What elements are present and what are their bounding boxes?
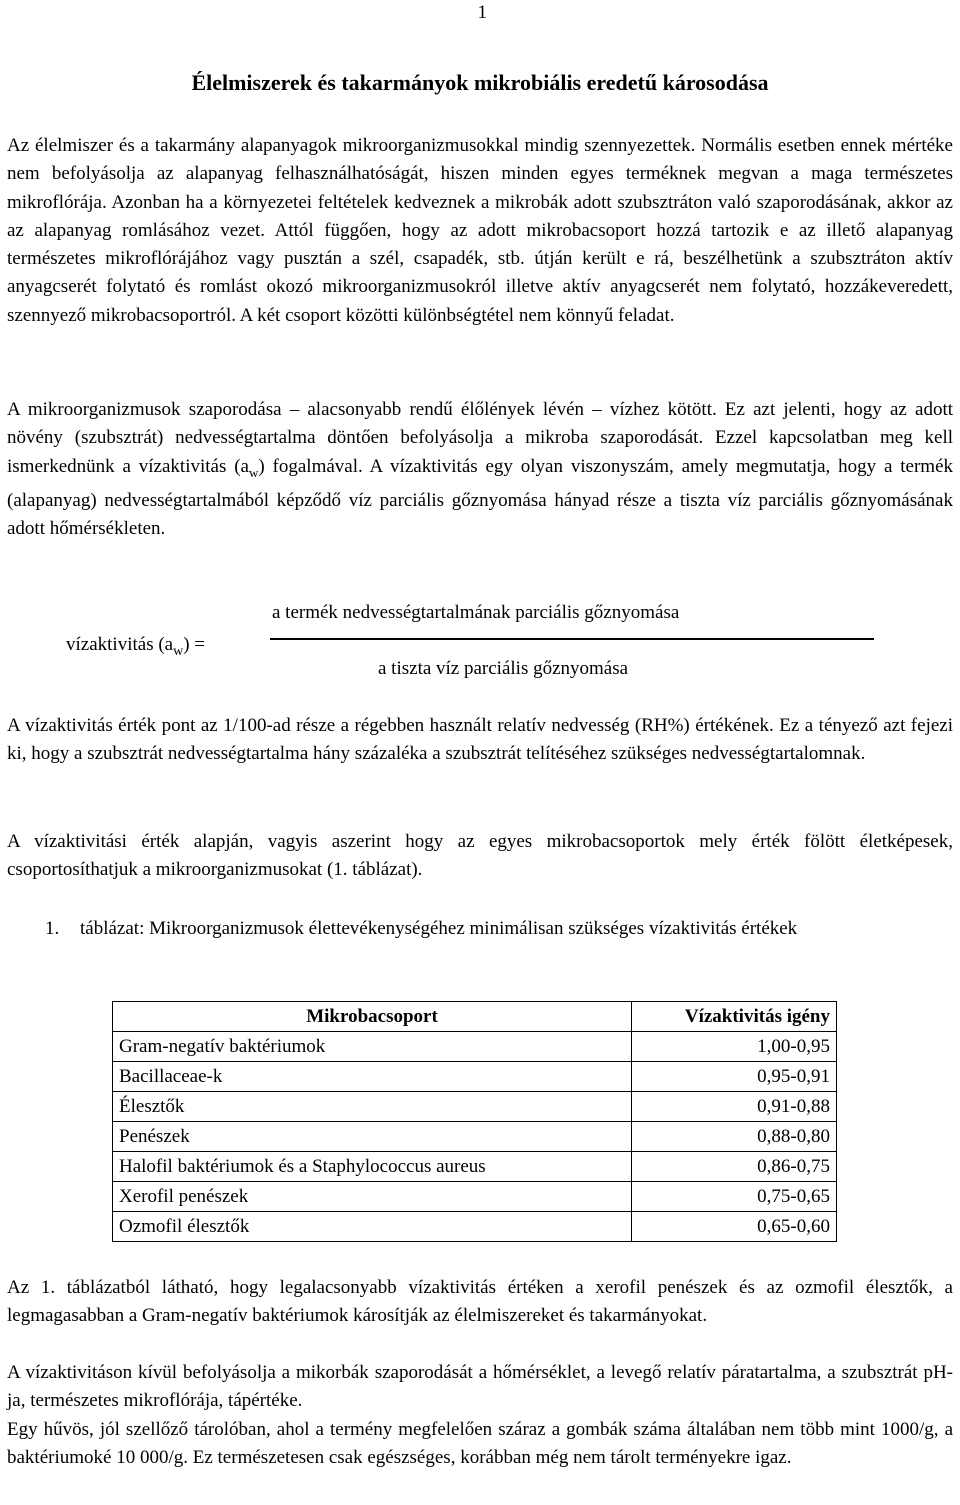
table-caption-text: táblázat: Mikroorganizmusok élettevékenységéhez minimálisan szükséges vízaktivitás értékek xyxy=(80,918,798,939)
table-row xyxy=(113,1032,837,1062)
table-cell-value: 0,86-0,75 xyxy=(632,1152,837,1182)
table-cell-value: 1,00-0,95 xyxy=(632,1032,837,1062)
table-caption xyxy=(7,914,953,943)
table-cell-group: Élesztők xyxy=(113,1092,632,1122)
table-cell-group: Xerofil penészek xyxy=(113,1182,632,1212)
table-caption-number: 1. xyxy=(45,918,60,939)
table-cell-group: Ozmofil élesztők xyxy=(113,1212,632,1242)
formula-denominator: a tiszta víz parciális gőznyomása xyxy=(378,658,629,679)
table-cell-value: 0,91-0,88 xyxy=(632,1092,837,1122)
water-activity-formula xyxy=(0,596,960,696)
table-header-value: Vízaktivitás igény xyxy=(632,1002,837,1032)
document-title: Élelmiszerek és takarmányok mikrobiális eredetű károsodása xyxy=(191,70,769,95)
table-cell-group: Halofil baktériumok és a Staphylococcus aureus xyxy=(113,1152,632,1182)
paragraph-water-activity-sub: w xyxy=(248,464,259,480)
page-number: 1 xyxy=(477,2,487,23)
table-row xyxy=(113,1212,837,1242)
table-cell-value: 0,65-0,60 xyxy=(632,1212,837,1242)
table-cell-value: 0,88-0,80 xyxy=(632,1122,837,1152)
table-row xyxy=(113,1152,837,1182)
paragraph-water-activity-after: ) fogalmával. A vízaktivitás egy olyan viszonyszám, amely megmutatja, hogy a termék (alapanyag) nedvességtartalmából képződő víz parciális gőznyomása hányad része a tiszta víz parciális gőznyomásának adott hőmérsékleten. xyxy=(7,455,953,539)
formula-lhs-sub: w xyxy=(173,643,184,659)
table-header-group: Mikrobacsoport xyxy=(113,1002,632,1032)
paragraph-intro: Az élelmiszer és a takarmány alapanyagok mikroorganizmusokkal mindig szennyezettek. Normális esetben ennek mértéke nem befolyásolja az alapanyag felhasználhatóságát, hiszen minden egyes terméknek megvan a maga természetes mikroflórája. Azonban ha a környezetei feltételek kedveznek a mikrobák adott szubsztráton való szaporodásának, akkor az az alapanyag romlásához vezet. Attól függően, hogy az adott mikrobacsoport hozzá tartozik e az illető alapanyag természetes mikroflórájához vagy pusztán a szél, csapadék, stb. útján került e rá, beszélhetünk a szubsztráton aktív anyagcserét folytató és romlást okozó mikroorganizmusokról illetve aktív anyagcserét nem folytató, hozzákeveredett, szennyező mikrobacsoportról. A két csoport közötti különbségtétel nem könnyű feladat. xyxy=(7,135,953,326)
paragraph-water-activity-before: A mikroorganizmusok szaporodása – alacsonyabb rendű élőlények lévén – vízhez kötött. Ez azt jelenti, hogy az adott növény (szubsztrát) nedvességtartalma döntően befolyásolja a mikroba szaporodását. Ezzel kapcsolatban meg kell ismerkednünk a vízaktivitás (a xyxy=(7,399,953,477)
table-cell-value: 0,95-0,91 xyxy=(632,1062,837,1092)
paragraph-conclusion-1: Az 1. táblázatból látható, hogy legalacsonyabb vízaktivitás értéken a xerofil penészek és az ozmofil élesztők, a legmagasabban a Gram-negatív baktériumok károsítják az élelmiszereket és takarmányokat. xyxy=(7,1277,953,1327)
formula-lhs xyxy=(66,634,205,660)
table-cell-group: Bacillaceae-k xyxy=(113,1062,632,1092)
paragraph-conclusion-3: Egy hűvös, jól szellőző tárolóban, ahol a termény megfelelően száraz a gombák száma általában nem több mint 1000/g, a baktériumoké 10 000/g. Ez természetesen csak egészséges, korábban még nem tárolt terményekre igaz. xyxy=(7,1419,953,1469)
water-activity-table xyxy=(112,1001,837,1242)
table-cell-group: Penészek xyxy=(113,1122,632,1152)
table-cell-value: 0,75-0,65 xyxy=(632,1182,837,1212)
table-header-row xyxy=(113,1002,837,1032)
paragraph-rh: A vízaktivitás érték pont az 1/100-ad része a régebben használt relatív nedvesség (RH%) értékének. Ez a tényező azt fejezi ki, hogy a szubsztrát nedvességtartalma hány százaléka a szubsztrát telítéséhez szükséges nedvességtartalomnak. xyxy=(7,715,953,765)
table-row xyxy=(113,1092,837,1122)
formula-lhs-prefix: vízaktivitás (a xyxy=(66,634,174,655)
paragraph-water-activity xyxy=(7,396,953,543)
formula-lhs-suffix: ) = xyxy=(183,634,206,655)
table-row xyxy=(113,1062,837,1092)
formula-fraction-bar xyxy=(270,638,874,640)
table-row xyxy=(113,1182,837,1212)
table-row xyxy=(113,1122,837,1152)
paragraph-grouping: A vízaktivitási érték alapján, vagyis aszerint hogy az egyes mikrobacsoportok mely érték fölött életképesek, csoportosíthatjuk a mikroorganizmusokat (1. táblázat). xyxy=(7,831,953,881)
formula-numerator: a termék nedvességtartalmának parciális gőznyomása xyxy=(272,602,680,623)
paragraph-conclusion-2: A vízaktivitáson kívül befolyásolja a mikorbák szaporodását a hőmérséklet, a levegő relatív páratartalma, a szubsztrát pH-ja, természetes mikroflórája, tápértéke. xyxy=(7,1362,953,1412)
table-cell-group: Gram-negatív baktériumok xyxy=(113,1032,632,1062)
